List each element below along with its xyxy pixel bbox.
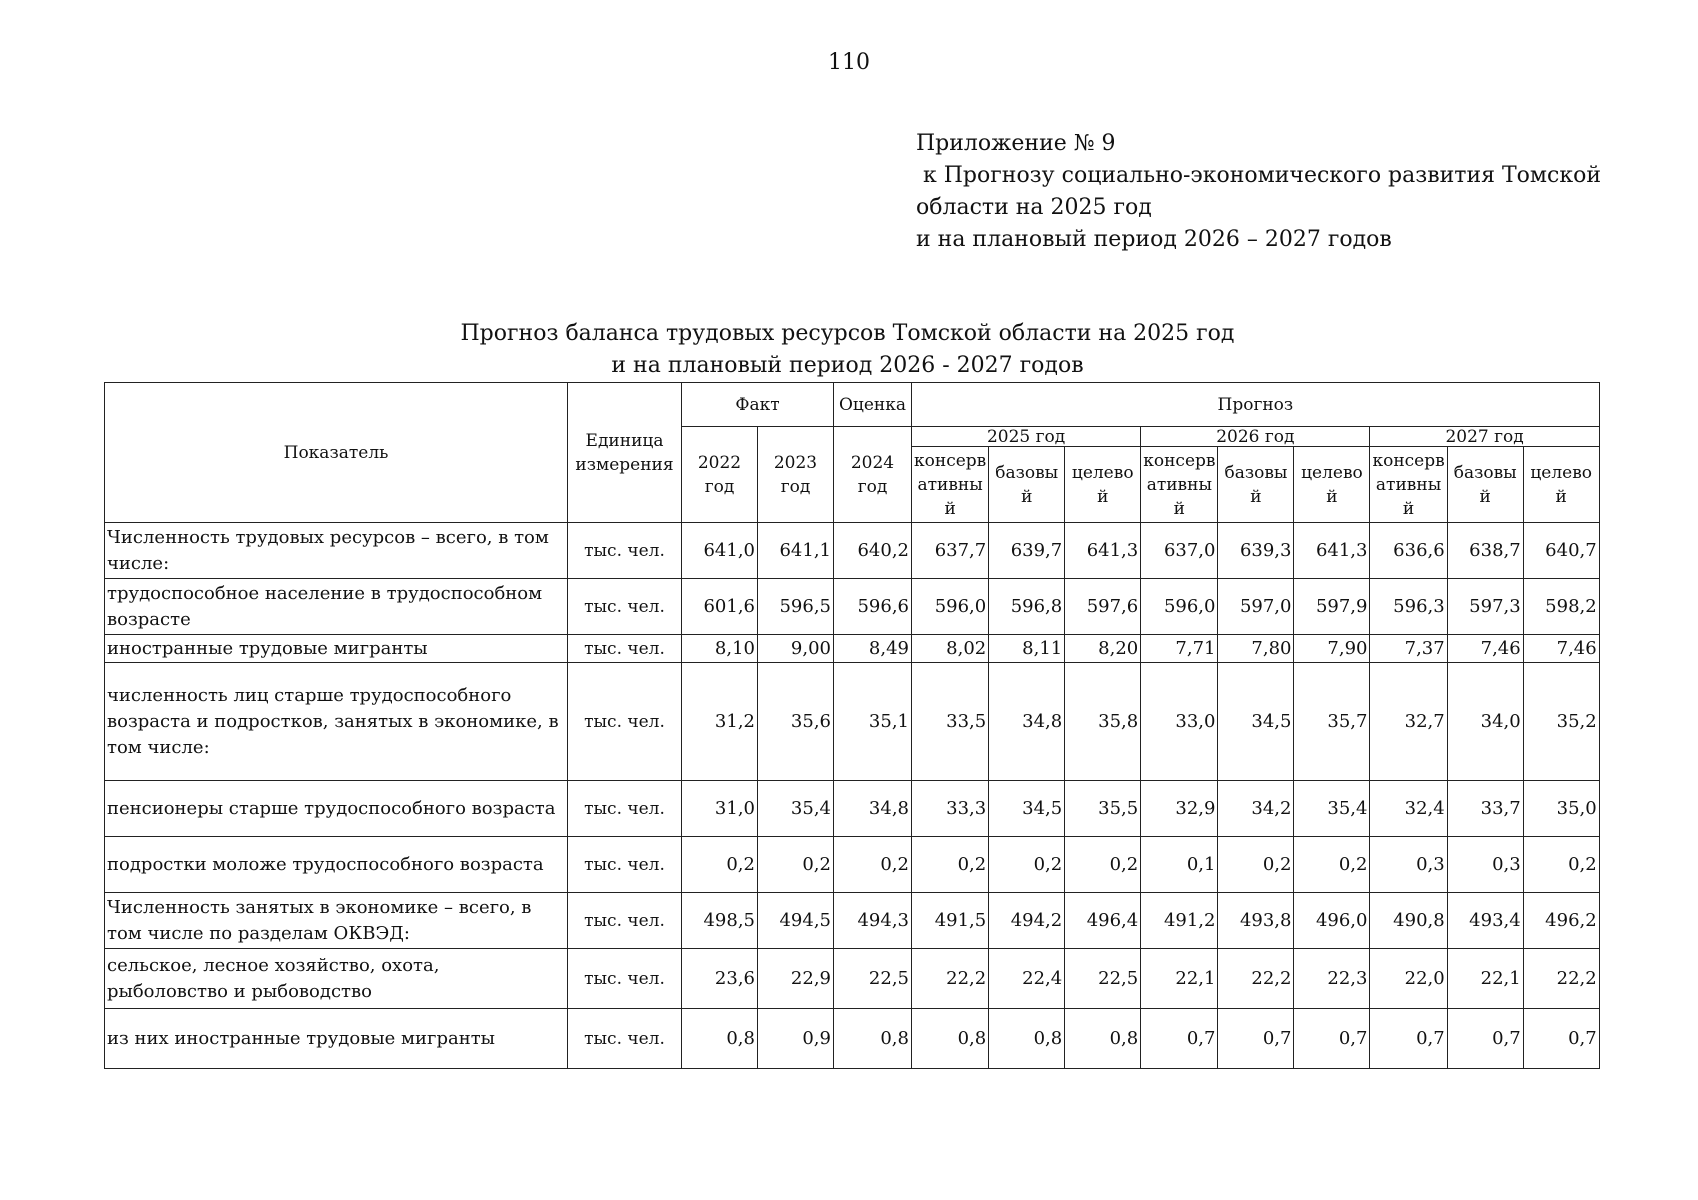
value-cell: 494,2 [989,893,1065,949]
value-cell: 598,2 [1523,579,1599,635]
value-cell: 8,20 [1065,635,1141,663]
header-2025-conservative: консерв ативны й [912,447,989,523]
value-cell: 7,37 [1370,635,1447,663]
value-cell: 8,10 [682,635,758,663]
appendix-line-2: к Прогнозу социально-экономического развития Томской [916,163,1602,188]
value-cell: 639,7 [989,523,1065,579]
table-row [105,663,1600,781]
header-2027-conservative: консерв ативны й [1370,447,1447,523]
header-year-2022: 2022 год [682,427,758,523]
value-cell: 641,0 [682,523,758,579]
value-cell: 0,2 [1065,837,1141,893]
value-cell: 35,0 [1523,781,1599,837]
value-cell: 8,02 [912,635,989,663]
appendix-reference [916,128,1656,256]
value-cell: 491,5 [912,893,989,949]
value-cell: 7,71 [1141,635,1218,663]
value-cell: 0,2 [682,837,758,893]
value-cell: 32,7 [1370,663,1447,781]
table-row [105,635,1600,663]
value-cell: 8,11 [989,635,1065,663]
value-cell: 597,3 [1447,579,1523,635]
header-2025: 2025 год [912,427,1141,447]
table-row [105,579,1600,635]
value-cell: 0,2 [834,837,912,893]
row-label: иностранные трудовые мигранты [105,635,568,663]
value-cell: 0,8 [682,1009,758,1069]
value-cell: 0,8 [1065,1009,1141,1069]
value-cell: 601,6 [682,579,758,635]
value-cell: 34,2 [1218,781,1294,837]
row-unit: тыс. чел. [568,781,682,837]
value-cell: 0,2 [1294,837,1370,893]
value-cell: 31,2 [682,663,758,781]
table-row [105,949,1600,1009]
value-cell: 7,90 [1294,635,1370,663]
value-cell: 0,8 [912,1009,989,1069]
value-cell: 637,0 [1141,523,1218,579]
table-header [105,383,1600,523]
value-cell: 638,7 [1447,523,1523,579]
header-year-2023: 2023 год [758,427,834,523]
value-cell: 33,7 [1447,781,1523,837]
value-cell: 34,5 [989,781,1065,837]
value-cell: 7,46 [1447,635,1523,663]
value-cell: 0,7 [1141,1009,1218,1069]
value-cell: 493,8 [1218,893,1294,949]
value-cell: 9,00 [758,635,834,663]
value-cell: 22,0 [1370,949,1447,1009]
value-cell: 7,80 [1218,635,1294,663]
row-label: пенсионеры старше трудоспособного возраста [105,781,568,837]
value-cell: 0,8 [834,1009,912,1069]
value-cell: 22,2 [1523,949,1599,1009]
row-label: трудоспособное население в трудоспособном возрасте [105,579,568,635]
value-cell: 0,1 [1141,837,1218,893]
page-number: 110 [828,50,870,75]
value-cell: 596,8 [989,579,1065,635]
header-forecast: Прогноз [912,383,1600,427]
value-cell: 0,3 [1370,837,1447,893]
value-cell: 35,2 [1523,663,1599,781]
row-unit: тыс. чел. [568,579,682,635]
row-unit: тыс. чел. [568,663,682,781]
value-cell: 35,5 [1065,781,1141,837]
value-cell: 597,0 [1218,579,1294,635]
value-cell: 22,1 [1447,949,1523,1009]
appendix-line-4: и на плановый период 2026 – 2027 годов [916,227,1392,252]
header-2026-base: базовы й [1218,447,1294,523]
value-cell: 31,0 [682,781,758,837]
value-cell: 0,7 [1294,1009,1370,1069]
header-2027-base: базовы й [1447,447,1523,523]
value-cell: 0,2 [1218,837,1294,893]
row-label: из них иностранные трудовые мигранты [105,1009,568,1069]
row-unit: тыс. чел. [568,893,682,949]
value-cell: 0,2 [912,837,989,893]
value-cell: 22,3 [1294,949,1370,1009]
value-cell: 636,6 [1370,523,1447,579]
value-cell: 33,3 [912,781,989,837]
table-row [105,781,1600,837]
table-title [104,318,1591,382]
value-cell: 596,6 [834,579,912,635]
value-cell: 0,2 [1523,837,1599,893]
value-cell: 35,7 [1294,663,1370,781]
header-2026-conservative: консерв ативны й [1141,447,1218,523]
header-indicator: Показатель [105,383,568,523]
value-cell: 34,0 [1447,663,1523,781]
value-cell: 7,46 [1523,635,1599,663]
value-cell: 496,2 [1523,893,1599,949]
row-label: подростки моложе трудоспособного возраста [105,837,568,893]
value-cell: 490,8 [1370,893,1447,949]
value-cell: 22,1 [1141,949,1218,1009]
value-cell: 0,2 [758,837,834,893]
value-cell: 0,7 [1218,1009,1294,1069]
value-cell: 494,3 [834,893,912,949]
value-cell: 34,8 [834,781,912,837]
value-cell: 0,2 [989,837,1065,893]
value-cell: 34,8 [989,663,1065,781]
value-cell: 33,5 [912,663,989,781]
value-cell: 35,4 [758,781,834,837]
value-cell: 32,9 [1141,781,1218,837]
row-label: сельское, лесное хозяйство, охота, рыболовство и рыбоводство [105,949,568,1009]
value-cell: 22,2 [912,949,989,1009]
labor-balance-table [104,382,1600,1069]
header-fact: Факт [682,383,834,427]
value-cell: 35,8 [1065,663,1141,781]
value-cell: 35,4 [1294,781,1370,837]
value-cell: 23,6 [682,949,758,1009]
value-cell: 596,3 [1370,579,1447,635]
value-cell: 0,9 [758,1009,834,1069]
value-cell: 639,3 [1218,523,1294,579]
appendix-line-1: Приложение № 9 [916,131,1116,156]
value-cell: 597,9 [1294,579,1370,635]
row-unit: тыс. чел. [568,837,682,893]
table-title-line-2: и на плановый период 2026 - 2027 годов [611,353,1084,378]
value-cell: 0,8 [989,1009,1065,1069]
header-estimate: Оценка [834,383,912,427]
row-unit: тыс. чел. [568,635,682,663]
header-2027-target: целево й [1523,447,1599,523]
value-cell: 33,0 [1141,663,1218,781]
value-cell: 35,6 [758,663,834,781]
value-cell: 22,5 [834,949,912,1009]
row-unit: тыс. чел. [568,1009,682,1069]
value-cell: 22,4 [989,949,1065,1009]
value-cell: 494,5 [758,893,834,949]
value-cell: 640,2 [834,523,912,579]
header-2027: 2027 год [1370,427,1599,447]
value-cell: 496,4 [1065,893,1141,949]
header-2025-base: базовы й [989,447,1065,523]
table-row [105,837,1600,893]
header-year-2024: 2024 год [834,427,912,523]
appendix-line-3: области на 2025 год [916,195,1152,220]
value-cell: 493,4 [1447,893,1523,949]
value-cell: 641,3 [1294,523,1370,579]
value-cell: 637,7 [912,523,989,579]
row-unit: тыс. чел. [568,949,682,1009]
value-cell: 498,5 [682,893,758,949]
table-body [105,523,1600,1069]
value-cell: 22,2 [1218,949,1294,1009]
value-cell: 34,5 [1218,663,1294,781]
value-cell: 641,3 [1065,523,1141,579]
header-2026: 2026 год [1141,427,1370,447]
value-cell: 0,7 [1370,1009,1447,1069]
value-cell: 596,5 [758,579,834,635]
value-cell: 496,0 [1294,893,1370,949]
header-unit: Единица измерения [568,383,682,523]
table-title-line-1: Прогноз баланса трудовых ресурсов Томской области на 2025 год [460,321,1235,346]
value-cell: 641,1 [758,523,834,579]
value-cell: 8,49 [834,635,912,663]
value-cell: 0,7 [1447,1009,1523,1069]
header-2026-target: целево й [1294,447,1370,523]
value-cell: 22,5 [1065,949,1141,1009]
value-cell: 491,2 [1141,893,1218,949]
table-row [105,893,1600,949]
row-label: Численность трудовых ресурсов – всего, в том числе: [105,523,568,579]
value-cell: 0,3 [1447,837,1523,893]
header-2025-target: целево й [1065,447,1141,523]
value-cell: 596,0 [1141,579,1218,635]
value-cell: 22,9 [758,949,834,1009]
value-cell: 0,7 [1523,1009,1599,1069]
table-row [105,523,1600,579]
value-cell: 32,4 [1370,781,1447,837]
value-cell: 640,7 [1523,523,1599,579]
row-unit: тыс. чел. [568,523,682,579]
value-cell: 596,0 [912,579,989,635]
value-cell: 35,1 [834,663,912,781]
value-cell: 597,6 [1065,579,1141,635]
row-label: Численность занятых в экономике – всего, в том числе по разделам ОКВЭД: [105,893,568,949]
row-label: численность лиц старше трудоспособного возраста и подростков, занятых в экономике, в том числе: [105,663,568,781]
table-row [105,1009,1600,1069]
